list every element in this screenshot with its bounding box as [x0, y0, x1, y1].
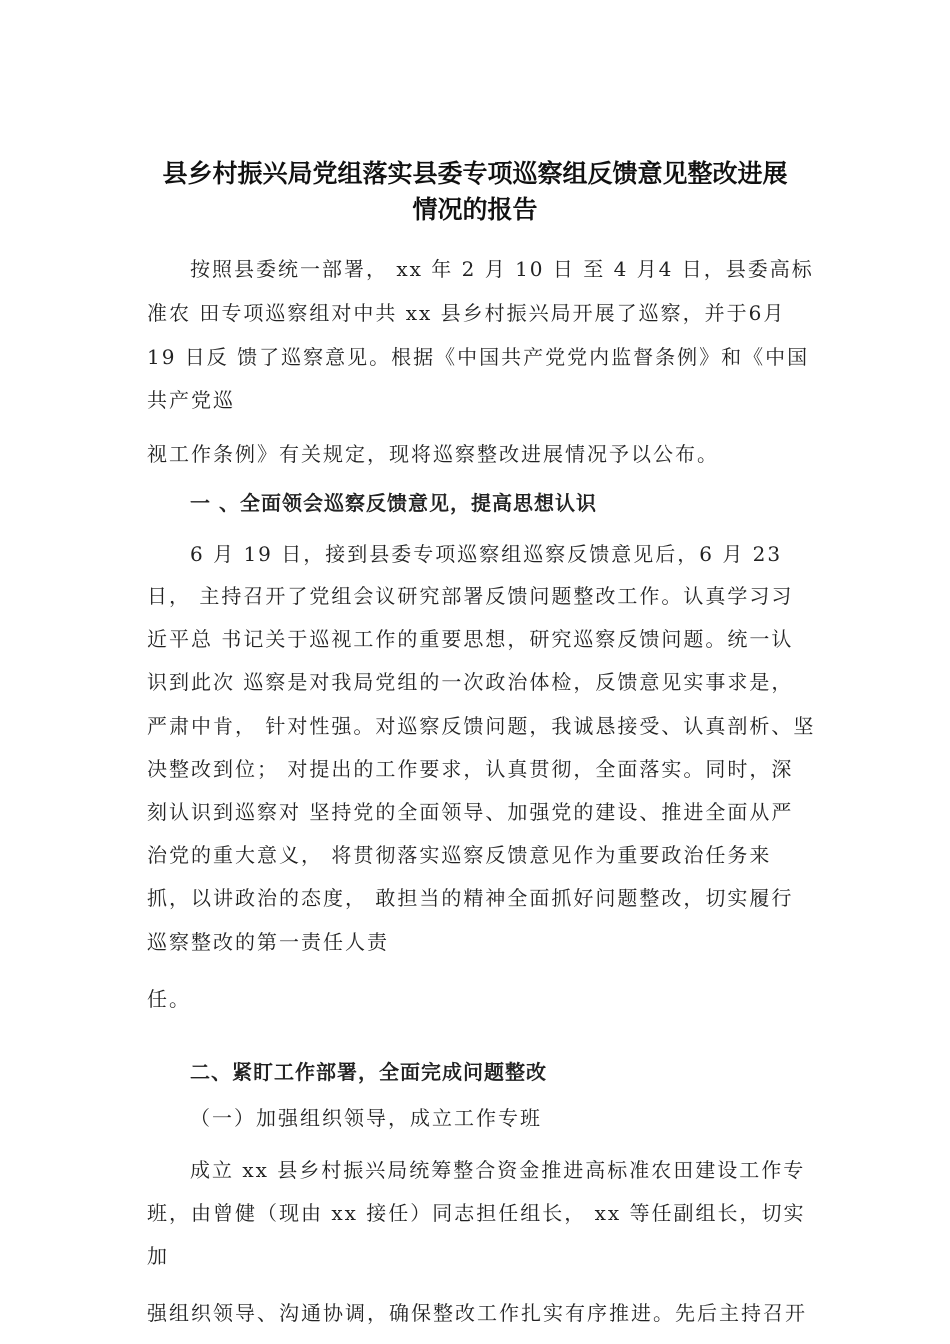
- document-title-line2: 情况的报告: [412, 195, 538, 224]
- paragraph-line: 严肃中肯， 针对性强。对巡察反馈问题，我诚恳接受、认真剖析、坚: [147, 714, 816, 738]
- paragraph-line: 加: [147, 1244, 169, 1268]
- paragraph-line: 6 月 19 日，接到县委专项巡察组巡察反馈意见后，6 月 23: [190, 542, 783, 566]
- subsection-heading: （一）加强组织领导，成立工作专班: [190, 1106, 542, 1130]
- paragraph-line: 按照县委统一部署， xx 年 2 月 10 日 至 4 月4 日，县委高标: [190, 257, 814, 281]
- paragraph-line: 近平总 书记关于巡视工作的重要思想，研究巡察反馈问题。统一认: [147, 627, 794, 651]
- section-heading: 二、紧盯工作部署，全面完成问题整改: [190, 1060, 547, 1084]
- paragraph-line: 日， 主持召开了党组会议研究部署反馈问题整改工作。认真学习习: [147, 584, 794, 608]
- paragraph-line: 成立 xx 县乡村振兴局统筹整合资金推进高标准农田建设工作专: [190, 1158, 806, 1182]
- paragraph-line: 任。: [147, 987, 191, 1011]
- paragraph-line: 决整改到位； 对提出的工作要求，认真贯彻，全面落实。同时，深: [147, 757, 794, 781]
- document-title-line1: 县乡村振兴局党组落实县委专项巡察组反馈意见整改进展: [162, 159, 788, 188]
- paragraph-line: 巡察整改的第一责任人责: [147, 930, 389, 954]
- paragraph-line: 视工作条例》有关规定，现将巡察整改进展情况予以公布。: [147, 442, 719, 466]
- paragraph-line: 共产党巡: [147, 388, 235, 412]
- paragraph-line: 抓，以讲政治的态度， 敢担当的精神全面抓好问题整改，切实履行: [147, 886, 794, 910]
- paragraph-line: 识到此次 巡察是对我局党组的一次政治体检，反馈意见实事求是，: [147, 670, 794, 694]
- paragraph-line: 19 日反 馈了巡察意见。根据《中国共产党党内监督条例》和《中国: [147, 345, 810, 369]
- paragraph-line: 刻认识到巡察对 坚持党的全面领导、加强党的建设、推进全面从严: [147, 800, 794, 824]
- paragraph-line: 强组织领导、沟通协调，确保整改工作扎实有序推进。先后主持召开: [147, 1301, 807, 1325]
- paragraph-line: 准农 田专项巡察组对中共 xx 县乡村振兴局开展了巡察，并于6月: [147, 301, 786, 325]
- section-heading: 一 、全面领会巡察反馈意见，提高思想认识: [190, 491, 597, 515]
- paragraph-line: 治党的重大意义， 将贯彻落实巡察反馈意见作为重要政治任务来: [147, 843, 772, 867]
- paragraph-line: 班，由曾健（现由 xx 接任）同志担任组长， xx 等任副组长，切实: [147, 1201, 806, 1225]
